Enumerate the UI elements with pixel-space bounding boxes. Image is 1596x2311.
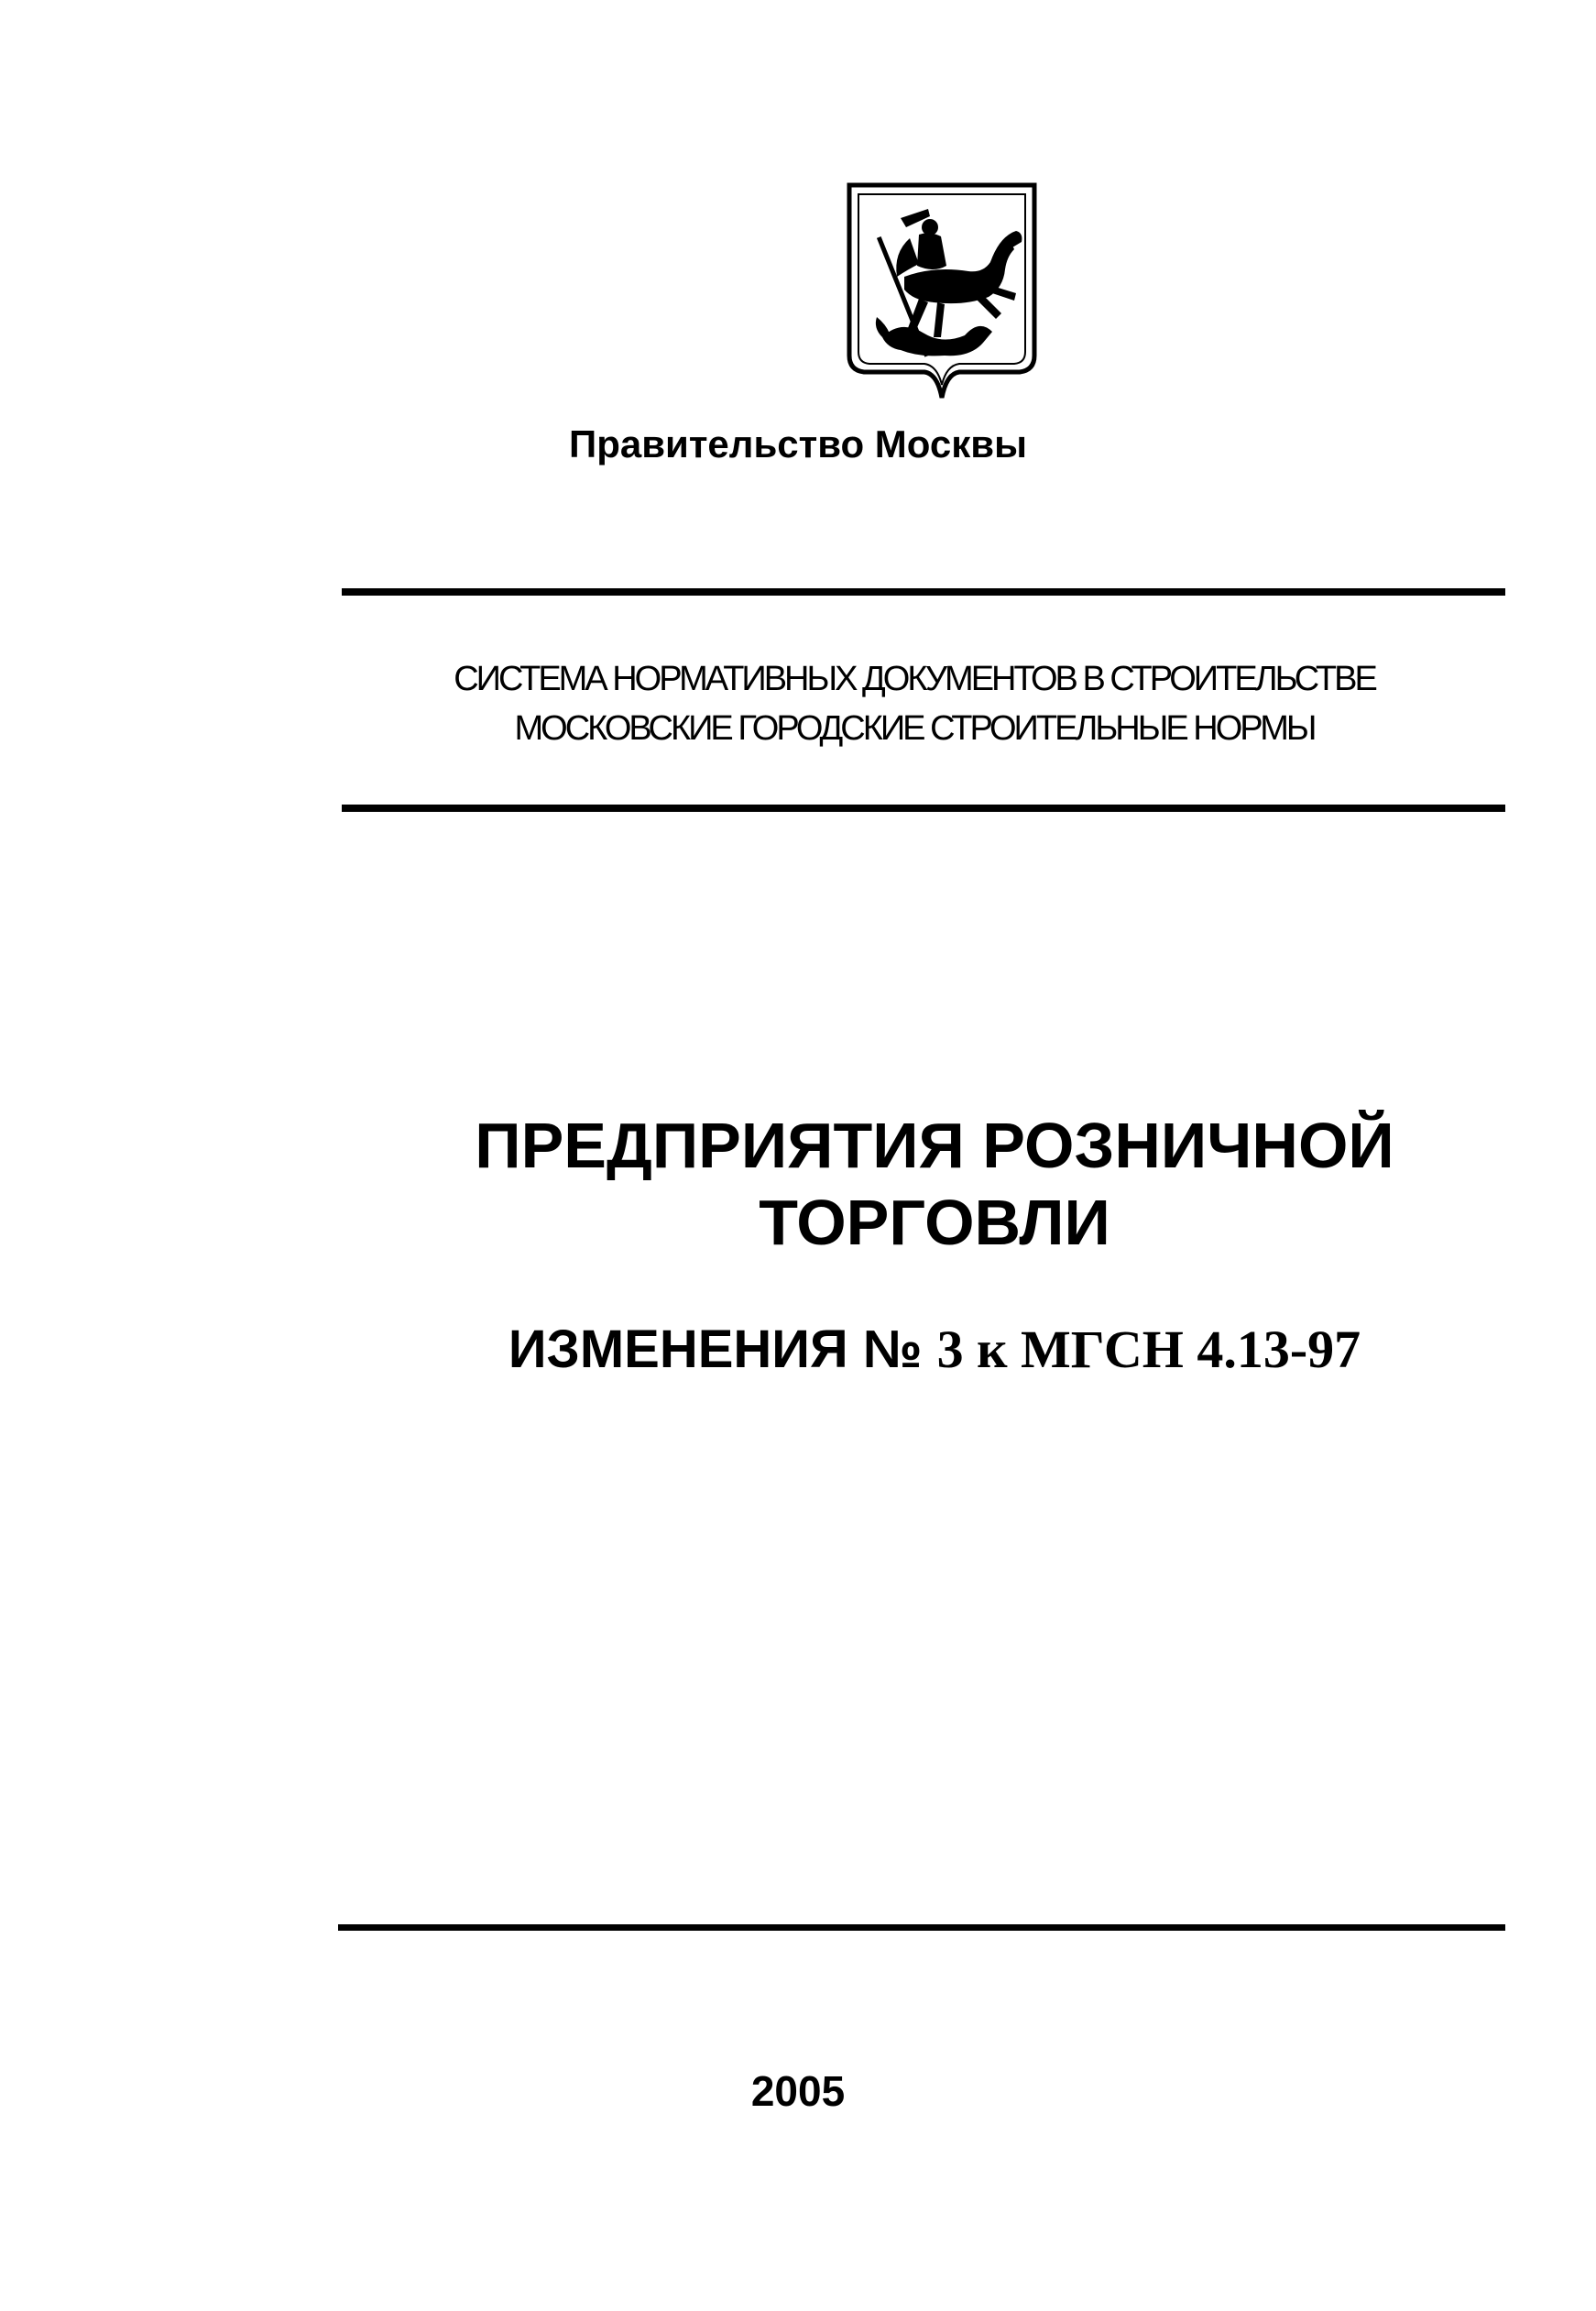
moscow-coat-of-arms-icon	[846, 181, 1038, 401]
amendment-prefix: ИЗМЕНЕНИЯ №	[508, 1320, 923, 1379]
amendment-designation	[458, 1318, 1411, 1382]
top-divider	[342, 588, 1505, 596]
publisher-name: Правительство Москвы	[569, 422, 1027, 465]
amendment-number: 3 к МГСН 4.13-97	[936, 1320, 1361, 1379]
document-title-line-2: ТОРГОВЛИ	[759, 1187, 1110, 1258]
series-title-line-1: СИСТЕМА НОРМАТИВНЫХ ДОКУМЕНТОВ В СТРОИТЕЛЬСТВЕ	[454, 660, 1375, 698]
bottom-divider	[338, 1924, 1505, 1931]
publication-year: 2005	[750, 2067, 846, 2115]
series-title-line-2: МОСКОВСКИЕ ГОРОДСКИЕ СТРОИТЕЛЬНЫЕ НОРМЫ	[514, 709, 1315, 748]
document-title-line-1: ПРЕДПРИЯТИЯ РОЗНИЧНОЙ	[475, 1110, 1394, 1181]
series-divider	[342, 805, 1505, 812]
